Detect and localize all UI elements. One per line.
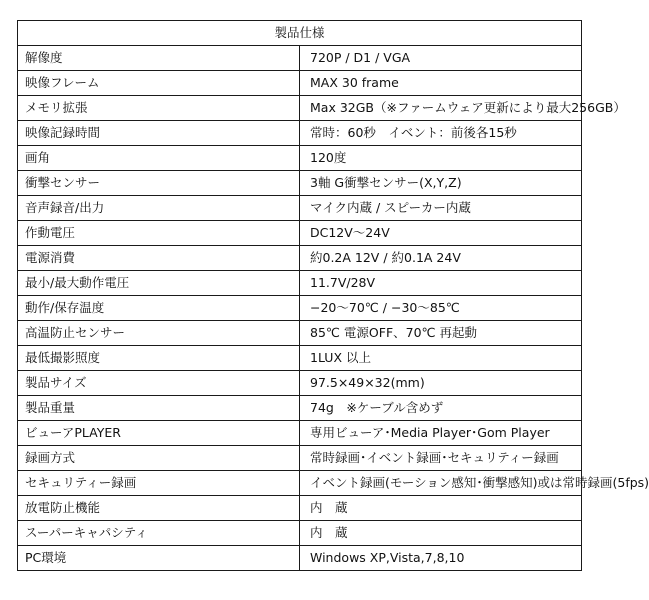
spec-label: 放電防止機能 (18, 496, 300, 521)
spec-value: マイク内蔵 / スピーカー内蔵 (300, 196, 582, 221)
spec-label: 映像記録時間 (18, 121, 300, 146)
spec-table (17, 20, 649, 571)
spec-row (18, 346, 582, 371)
spec-label: PC環境 (18, 546, 300, 571)
spec-value: 120度 (300, 146, 582, 171)
spec-label: 最低撮影照度 (18, 346, 300, 371)
spec-label: 高温防止センサー (18, 321, 300, 346)
spec-value: イベント録画(モーション感知･衝撃感知)或は常時録画(5fps) (300, 471, 582, 496)
spec-value: 720P / D1 / VGA (300, 46, 582, 71)
spec-value: −20〜70℃ / −30〜85℃ (300, 296, 582, 321)
spec-row (18, 271, 582, 296)
spec-label: 製品重量 (18, 396, 300, 421)
spec-value: 内 蔵 (300, 521, 582, 546)
spec-row (18, 46, 582, 71)
spec-label: 電源消費 (18, 246, 300, 271)
spec-row (18, 196, 582, 221)
spec-value: Windows XP,Vista,7,8,10 (300, 546, 582, 571)
spec-row (18, 96, 582, 121)
spec-label: 解像度 (18, 46, 300, 71)
spec-table-title: 製品仕様 (18, 21, 582, 46)
spec-value: 内 蔵 (300, 496, 582, 521)
spec-row (18, 421, 582, 446)
spec-table-header-row (18, 21, 582, 46)
spec-value: 常時：60秒 イベント：前後各15秒 (300, 121, 582, 146)
spec-label: 画角 (18, 146, 300, 171)
spec-value: 1LUX 以上 (300, 346, 582, 371)
spec-row (18, 521, 582, 546)
spec-label: ビューアPLAYER (18, 421, 300, 446)
spec-label: 作動電圧 (18, 221, 300, 246)
spec-row (18, 396, 582, 421)
spec-value: 97.5×49×32(mm) (300, 371, 582, 396)
spec-row (18, 546, 582, 571)
spec-row (18, 471, 582, 496)
spec-label: 音声録音/出力 (18, 196, 300, 221)
spec-value: 11.7V/28V (300, 271, 582, 296)
spec-value: 3軸 G衝撃センサー(X,Y,Z) (300, 171, 582, 196)
spec-row (18, 371, 582, 396)
spec-row (18, 221, 582, 246)
spec-label: 動作/保存温度 (18, 296, 300, 321)
spec-label: 録画方式 (18, 446, 300, 471)
spec-value: 74g ※ケーブル含めず (300, 396, 582, 421)
spec-value: MAX 30 frame (300, 71, 582, 96)
spec-value: Max 32GB（※ファームウェア更新により最大256GB） (300, 96, 582, 121)
spec-row (18, 296, 582, 321)
spec-value: 専用ビューア･Media Player･Gom Player (300, 421, 582, 446)
spec-value: 常時録画･イベント録画･セキュリティー録画 (300, 446, 582, 471)
spec-row (18, 146, 582, 171)
spec-value: 85℃ 電源OFF、70℃ 再起動 (300, 321, 582, 346)
spec-row (18, 246, 582, 271)
spec-row (18, 71, 582, 96)
spec-row (18, 496, 582, 521)
spec-row (18, 446, 582, 471)
spec-row (18, 171, 582, 196)
spec-label: メモリ拡張 (18, 96, 300, 121)
spec-value: DC12V〜24V (300, 221, 582, 246)
spec-label: 最小/最大動作電圧 (18, 271, 300, 296)
spec-label: スーパーキャパシティ (18, 521, 300, 546)
spec-label: 映像フレーム (18, 71, 300, 96)
spec-row (18, 321, 582, 346)
spec-label: 衝撃センサー (18, 171, 300, 196)
spec-value: 約0.2A 12V / 約0.1A 24V (300, 246, 582, 271)
spec-label: 製品サイズ (18, 371, 300, 396)
spec-row (18, 121, 582, 146)
spec-label: セキュリティー録画 (18, 471, 300, 496)
